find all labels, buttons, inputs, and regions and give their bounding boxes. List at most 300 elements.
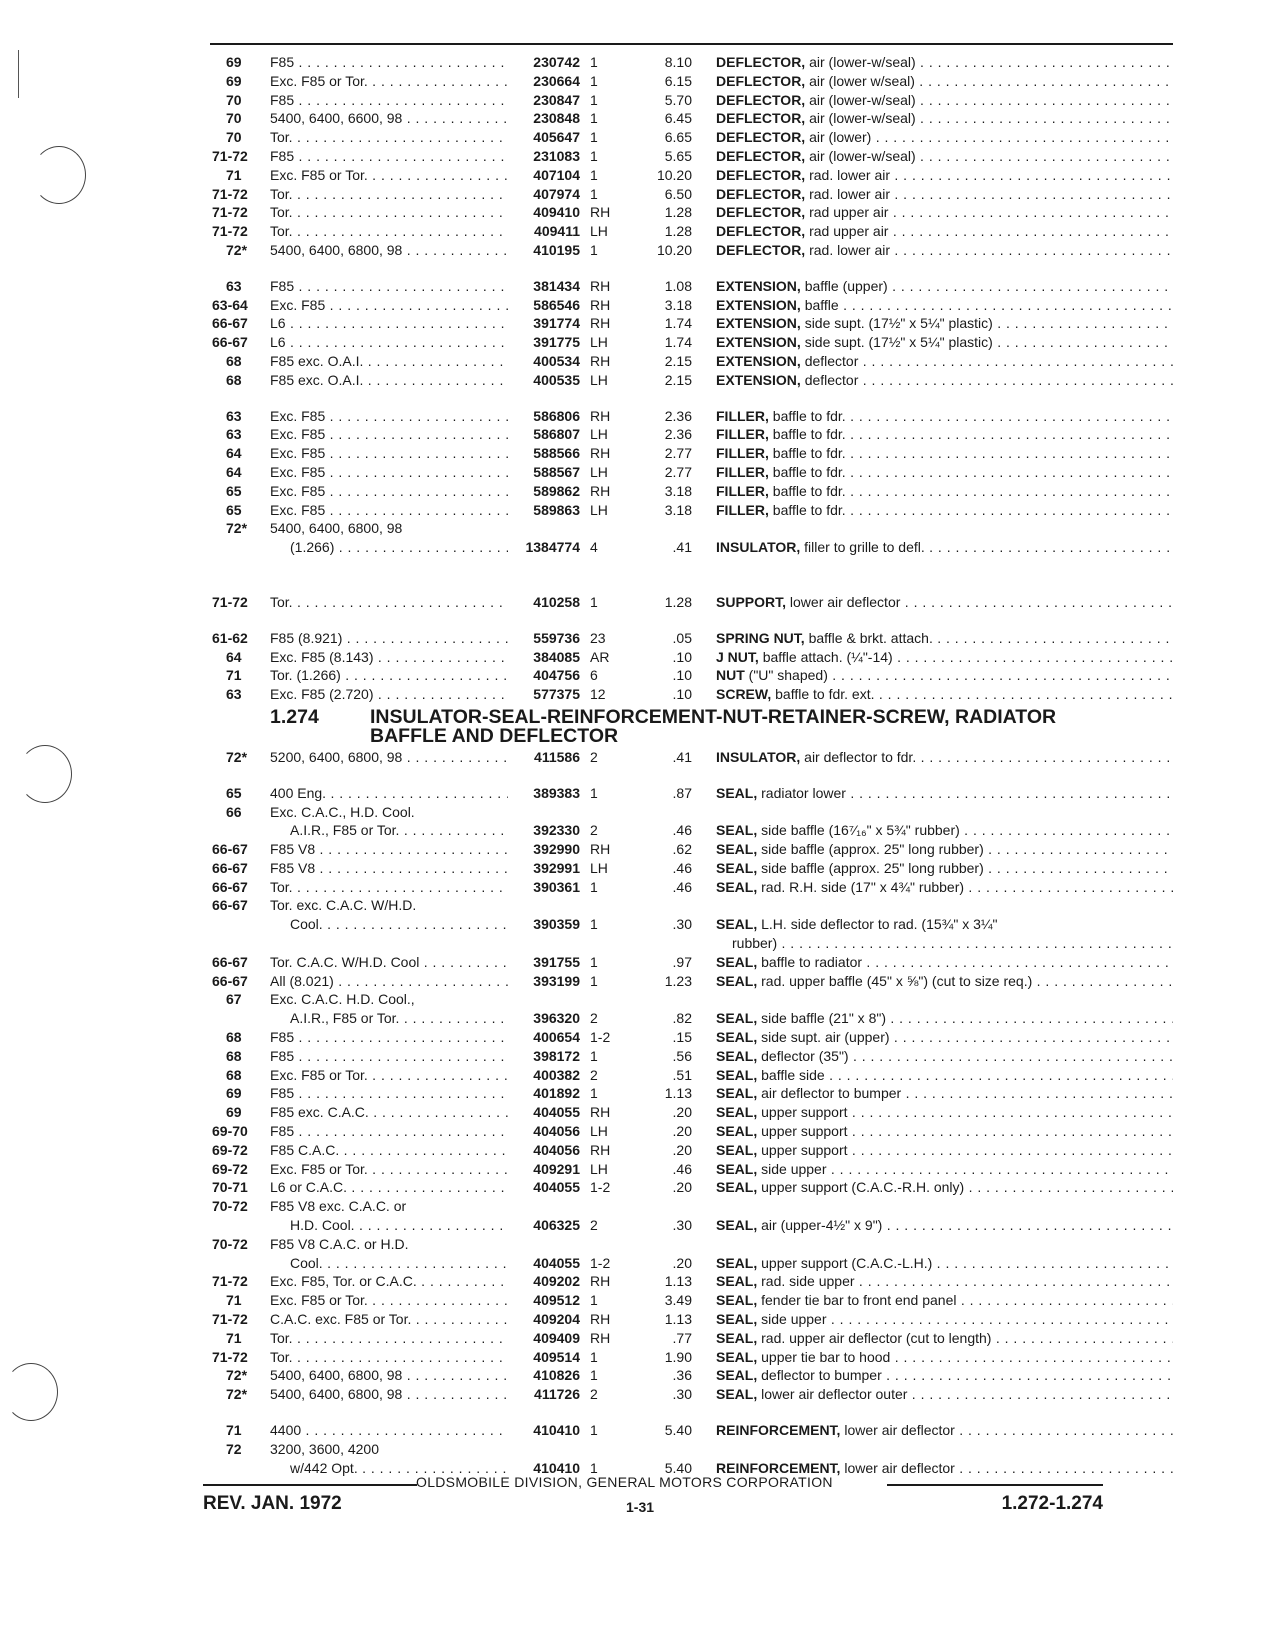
application-cell: Exc. F85 (8.143) . . .: [270, 648, 508, 667]
year-cell: 72*: [226, 520, 248, 537]
quantity: 1-2: [590, 1254, 611, 1271]
part-number: 396320: [533, 1010, 580, 1027]
application-cell: Exc. F85 . . .: [270, 482, 508, 501]
part-number: 230664: [533, 72, 580, 89]
description-cell: [692, 1141, 1173, 1160]
application-cell: L6 . . .: [270, 314, 508, 333]
quantity: RH: [590, 841, 611, 858]
part-name: SEAL,: [716, 1123, 758, 1140]
price: 1.13: [664, 1273, 692, 1290]
year-cell: 72: [226, 1440, 242, 1457]
description: baffle to fdr.: [772, 501, 846, 518]
description: lower air deflector: [789, 593, 901, 610]
price: .20: [672, 1104, 692, 1121]
application-cell: All (8.021) . . .: [270, 972, 508, 991]
price: .46: [672, 1160, 692, 1177]
description: upper tie bar to hood: [761, 1348, 891, 1365]
part-name: INSULATOR,: [716, 539, 801, 556]
application-cell: [270, 821, 508, 840]
part-number: 392990: [533, 841, 580, 858]
part-name: EXTENSION,: [716, 277, 801, 294]
price: 3.49: [664, 1292, 692, 1309]
quantity: RH: [590, 277, 611, 294]
quantity: LH: [590, 223, 608, 240]
year-cell: 71: [226, 667, 242, 684]
application-cell: Tor. C.A.C. W/H.D. Cool . . .: [270, 953, 508, 972]
price: .46: [672, 878, 692, 895]
application-continued: A.I.R., F85 or Tor.: [290, 822, 400, 839]
price: .87: [672, 784, 692, 801]
quantity: LH: [590, 859, 608, 876]
part-number: 404055: [533, 1254, 580, 1271]
part-number: 400382: [533, 1066, 580, 1083]
quantity: LH: [590, 371, 608, 388]
quantity: 23: [590, 629, 606, 646]
parts-row: [210, 1348, 1173, 1367]
part-name: FILLER,: [716, 426, 769, 443]
description: air deflector to fdr.: [804, 748, 917, 765]
footer-rule: [887, 1484, 1103, 1486]
part-name: SEAL,: [716, 1104, 758, 1121]
part-number: 405647: [533, 129, 580, 146]
year-cell: 70: [226, 91, 242, 108]
part-name: EXTENSION,: [716, 371, 801, 388]
quantity: 1: [590, 1047, 598, 1064]
application-cell: [270, 915, 508, 934]
part-name: SEAL,: [716, 784, 758, 801]
part-name: SEAL,: [716, 1141, 758, 1158]
part-number: 409202: [533, 1273, 580, 1290]
price: 3.18: [664, 501, 692, 518]
description: baffle attach. (¼"-14): [762, 648, 893, 665]
part-number: 407974: [533, 185, 580, 202]
description-cell: [692, 1047, 1173, 1066]
quantity: LH: [590, 1160, 608, 1177]
price: 1.08: [664, 277, 692, 294]
year-cell: 68: [226, 371, 242, 388]
part-number: 404055: [533, 1104, 580, 1121]
price: 1.13: [664, 1311, 692, 1328]
description: side baffle (21" x 8"): [761, 1010, 886, 1027]
year-cell: 68: [226, 1066, 242, 1083]
quantity: RH: [590, 1104, 611, 1121]
footer-rule: [203, 1484, 417, 1486]
part-number: 409514: [533, 1348, 580, 1365]
part-name: SEAL,: [716, 1386, 758, 1403]
year-cell: 71-72: [212, 223, 248, 240]
description-cell: [692, 1178, 1173, 1197]
quantity: 2: [590, 748, 598, 765]
quantity: RH: [590, 407, 611, 424]
application-continued: Cool.: [290, 916, 323, 933]
price: .30: [672, 1217, 692, 1234]
quantity: RH: [590, 1329, 611, 1346]
description-cell: [692, 1385, 1173, 1404]
parts-row: [210, 1329, 1173, 1348]
part-name: REINFORCEMENT,: [716, 1459, 841, 1476]
parts-row: [210, 1178, 1173, 1197]
part-number: 410410: [533, 1422, 580, 1438]
part-number: 410410: [533, 1459, 580, 1476]
price: 1.23: [664, 972, 692, 989]
part-number: 588567: [533, 463, 580, 480]
year-cell: 69-70: [212, 1123, 248, 1140]
description-cell: [692, 53, 1173, 72]
description: rad. R.H. side (17" x 4¾" rubber): [761, 878, 965, 895]
quantity: RH: [590, 445, 611, 462]
quantity: RH: [590, 482, 611, 499]
quantity: 1: [590, 147, 598, 164]
year-cell: 63: [226, 407, 242, 424]
year-cell: 64: [226, 445, 242, 462]
part-name: SEAL,: [716, 878, 758, 895]
year-cell: 61-62: [212, 629, 248, 646]
year-cell: 69: [226, 1085, 242, 1102]
year-cell: 69: [226, 1104, 242, 1121]
price: 6.50: [664, 185, 692, 202]
description: side upper: [761, 1311, 827, 1328]
part-name: SEAL,: [716, 1179, 758, 1196]
part-number: 401892: [533, 1085, 580, 1102]
quantity: 1: [590, 916, 598, 933]
part-number: 391775: [533, 334, 580, 351]
application-cell: Tor. . . .: [270, 222, 508, 241]
parts-row: [210, 352, 1173, 371]
quantity: RH: [590, 204, 611, 221]
price: 2.15: [664, 352, 692, 369]
description: deflector: [804, 352, 859, 369]
part-name: SCREW,: [716, 686, 772, 703]
part-number: 384085: [533, 648, 580, 665]
price: 1.74: [664, 334, 692, 351]
part-number: 410826: [533, 1367, 580, 1384]
description: air (lower-w/seal): [809, 147, 916, 164]
year-cell: 72*: [226, 1367, 248, 1384]
quantity: 1: [590, 241, 598, 258]
part-name: SEAL,: [716, 822, 758, 839]
year-cell: 70: [226, 110, 242, 127]
part-number: 409410: [533, 204, 580, 221]
year-cell: 69-72: [212, 1160, 248, 1177]
parts-row: [210, 425, 1173, 444]
quantity: 1: [590, 110, 598, 127]
part-name: DEFLECTOR,: [716, 91, 806, 108]
description: air deflector to bumper: [761, 1085, 902, 1102]
year-cell: 67: [226, 991, 242, 1008]
parts-row: [210, 593, 1173, 612]
year-cell: 71-72: [212, 1273, 248, 1290]
description: baffle to fdr. ext.: [775, 686, 875, 703]
parts-row: [210, 748, 1173, 767]
description: air (lower w/seal): [809, 72, 915, 89]
application-cell: Exc. F85 or Tor. . . .: [270, 166, 508, 185]
part-number: 400534: [533, 352, 580, 369]
description: ("U" shaped): [748, 667, 828, 684]
description: baffle to radiator: [761, 953, 863, 970]
price: 1.28: [664, 593, 692, 610]
price: 2.36: [664, 426, 692, 443]
description: rad. lower air: [809, 166, 891, 183]
quantity: RH: [590, 1273, 611, 1290]
description: rad. upper baffle (45" x ⅝") (cut to size req.): [761, 972, 1033, 989]
part-name: FILLER,: [716, 482, 769, 499]
description-cell: [692, 784, 1173, 803]
application-cell: F85 V8 exc. C.A.C. or: [270, 1198, 407, 1215]
part-number: 230742: [533, 54, 580, 70]
reinforcement-group: [210, 1421, 1173, 1477]
price: 1.74: [664, 315, 692, 332]
price: 6.65: [664, 129, 692, 146]
price: .77: [672, 1329, 692, 1346]
year-cell: 66: [226, 803, 242, 820]
description: side baffle (approx. 25" long rubber): [761, 859, 984, 876]
price: .10: [672, 648, 692, 665]
application-cell: F85 . . .: [270, 1122, 508, 1141]
application-cell: Tor. . . .: [270, 203, 508, 222]
application-cell: Tor. . . .: [270, 128, 508, 147]
application-cell: Exc. F85 or Tor. . . .: [270, 1066, 508, 1085]
part-number: 231083: [533, 147, 580, 164]
quantity: 2: [590, 1066, 598, 1083]
part-name: DEFLECTOR,: [716, 166, 806, 183]
description-cell: [692, 1291, 1173, 1310]
parts-row: [210, 371, 1173, 390]
application-cell: F85 . . .: [270, 53, 508, 72]
description: baffle to fdr.: [772, 482, 846, 499]
description-cell: [692, 666, 1173, 685]
quantity: RH: [590, 1311, 611, 1328]
quantity: 2: [590, 822, 598, 839]
parts-row: [210, 1160, 1173, 1179]
description: air (lower-w/seal): [809, 110, 916, 127]
application-cell: Exc. F85 . . .: [270, 444, 508, 463]
year-cell: 64: [226, 648, 242, 665]
part-name: SEAL,: [716, 1085, 758, 1102]
part-name: SPRING NUT,: [716, 629, 805, 646]
quantity: RH: [590, 315, 611, 332]
year-cell: 66-67: [212, 859, 248, 876]
application-cell: Exc. C.A.C. H.D. Cool.,: [270, 991, 415, 1008]
description: side upper: [761, 1160, 827, 1177]
price: 5.65: [664, 147, 692, 164]
price: 10.20: [656, 241, 692, 258]
year-cell: 63: [226, 277, 242, 294]
application-cell: Exc. C.A.C., H.D. Cool.: [270, 803, 415, 820]
part-name: DEFLECTOR,: [716, 147, 806, 164]
quantity: RH: [590, 1141, 611, 1158]
application-cell: Exc. F85 or Tor. . . .: [270, 1291, 508, 1310]
application-cell: [270, 1254, 508, 1273]
application-continued: w/442 Opt.: [290, 1459, 358, 1476]
application-cell: F85 exc. C.A.C. . . .: [270, 1103, 508, 1122]
description-cell: [692, 648, 1173, 667]
year-cell: 68: [226, 1047, 242, 1064]
binder-hole: [18, 745, 72, 803]
part-name: SEAL,: [716, 1160, 758, 1177]
price: 8.10: [664, 54, 692, 70]
part-number: 406325: [533, 1217, 580, 1234]
part-number: 404055: [533, 1179, 580, 1196]
description: upper support (C.A.C.-L.H.): [761, 1254, 933, 1271]
parts-row: [210, 1385, 1173, 1404]
part-number: 404056: [533, 1141, 580, 1158]
part-name: SEAL,: [716, 972, 758, 989]
application-cell: Tor. . . .: [270, 1348, 508, 1367]
parts-row: [210, 878, 1173, 897]
parts-row: [210, 840, 1173, 859]
description-cell: [692, 407, 1173, 426]
binder-hole: [4, 1363, 58, 1421]
year-cell: 66-67: [212, 334, 248, 351]
application-cell: F85 (8.921) . . .: [270, 629, 508, 648]
fastener-group: [210, 629, 1173, 704]
quantity: 1-2: [590, 1029, 611, 1046]
year-cell: 70-72: [212, 1235, 248, 1252]
year-cell: 63: [226, 426, 242, 443]
binder-hole: [32, 146, 86, 204]
description-cell: [692, 241, 1173, 260]
part-number: 400535: [533, 371, 580, 388]
parts-row-continued: [210, 934, 1173, 953]
parts-row: [210, 666, 1173, 685]
description-cell: [692, 1348, 1173, 1367]
price: .82: [672, 1010, 692, 1027]
description: baffle to fdr.: [772, 445, 846, 462]
description-cell: [692, 425, 1173, 444]
part-name: EXTENSION,: [716, 352, 801, 369]
application-continued: Cool.: [290, 1254, 323, 1271]
quantity: 1: [590, 91, 598, 108]
parts-row: [210, 784, 1173, 803]
price: 1.28: [664, 223, 692, 240]
description-cell: [692, 1009, 1173, 1028]
part-name: DEFLECTOR,: [716, 185, 806, 202]
parts-row: [210, 896, 1173, 915]
part-name: SEAL,: [716, 859, 758, 876]
description-cell: [692, 166, 1173, 185]
part-number: 559736: [533, 629, 580, 646]
part-number: 410195: [533, 241, 580, 258]
part-name: FILLER,: [716, 407, 769, 424]
footer-section-range: 1.272-1.274: [1001, 1493, 1103, 1514]
year-cell: 71-72: [212, 1348, 248, 1365]
description-cell: [692, 878, 1173, 897]
application-cell: Tor. exc. C.A.C. W/H.D.: [270, 897, 417, 914]
description-cell: [692, 72, 1173, 91]
parts-row: [210, 803, 1173, 822]
parts-row: [210, 166, 1173, 185]
year-cell: 72*: [226, 1386, 248, 1403]
application-cell: 5400, 6400, 6800, 98 . . .: [270, 1366, 508, 1385]
part-name: DEFLECTOR,: [716, 129, 806, 146]
description-cell: [692, 203, 1173, 222]
description: air (upper-4½" x 9"): [761, 1217, 883, 1234]
quantity: LH: [590, 463, 608, 480]
application-cell: F85 exc. O.A.I. . . .: [270, 371, 508, 390]
description: deflector to bumper: [761, 1367, 882, 1384]
parts-row: [210, 501, 1173, 520]
part-number: 407104: [533, 166, 580, 183]
part-name: SEAL,: [716, 1217, 758, 1234]
parts-row: [210, 407, 1173, 426]
description: side baffle (16⁷⁄₁₆" x 5¾" rubber): [761, 822, 960, 839]
part-name: FILLER,: [716, 463, 769, 480]
part-number: 409409: [533, 1329, 580, 1346]
description: lower air deflector: [844, 1459, 955, 1476]
parts-row: [210, 1028, 1173, 1047]
parts-row: [210, 1421, 1173, 1440]
parts-row: [210, 953, 1173, 972]
part-name: SEAL,: [716, 1292, 758, 1309]
footer-corporation: OLDSMOBILE DIVISION, GENERAL MOTORS CORPORATION: [416, 1474, 833, 1490]
parts-row: [210, 1122, 1173, 1141]
application-cell: 5400, 6400, 6800, 98 . . .: [270, 241, 508, 260]
quantity: 1: [590, 72, 598, 89]
quantity: 12: [590, 686, 606, 703]
parts-row: [210, 1103, 1173, 1122]
description: baffle to fdr.: [772, 407, 846, 424]
quantity: 1: [590, 1367, 598, 1384]
quantity: 1: [590, 784, 598, 801]
application-cell: Exc. F85 . . .: [270, 425, 508, 444]
part-number: 586806: [533, 407, 580, 424]
description-cell: [692, 1366, 1173, 1385]
section-title: INSULATOR-SEAL-REINFORCEMENT-NUT-RETAINER-SCREW, RADIATOR BAFFLE AND DEFLECTOR: [370, 705, 1057, 747]
price: .46: [672, 822, 692, 839]
year-cell: 66-67: [212, 878, 248, 895]
filler-group: [210, 407, 1173, 520]
parts-row: [210, 241, 1173, 260]
footer-revision: REV. JAN. 1972: [203, 1493, 342, 1514]
application-cell: 5400, 6400, 6600, 98 . . .: [270, 109, 508, 128]
parts-row: [210, 1235, 1173, 1254]
application-cell: (1.266): [290, 539, 335, 556]
part-number: 392991: [533, 859, 580, 876]
description: lower air deflector: [844, 1422, 955, 1438]
description-cell: [692, 185, 1173, 204]
parts-row: [210, 685, 1173, 704]
description: side supt. air (upper): [761, 1029, 890, 1046]
application-cell: F85 exc. O.A.I. . . .: [270, 352, 508, 371]
part-number: 404056: [533, 1123, 580, 1140]
description-cell: [692, 953, 1173, 972]
parts-row: [210, 333, 1173, 352]
part-name: FILLER,: [716, 445, 769, 462]
year-cell: 69-72: [212, 1141, 248, 1158]
parts-row: [210, 296, 1173, 315]
part-number: 390359: [533, 916, 580, 933]
description-cell: [692, 1329, 1173, 1348]
parts-row: [210, 972, 1173, 991]
deflector-group: [210, 53, 1173, 260]
part-name: SEAL,: [716, 953, 758, 970]
part-number: 381434: [533, 277, 580, 294]
description: upper support (C.A.C.-R.H. only): [761, 1179, 965, 1196]
year-cell: 69: [226, 54, 242, 70]
part-name: NUT: [716, 667, 745, 684]
application-cell: Exc. F85 . . .: [270, 463, 508, 482]
description: rad. upper air deflector (cut to length): [761, 1329, 992, 1346]
application-cell: 4400 . . .: [270, 1421, 508, 1440]
parts-row-continued: [210, 1254, 1173, 1273]
price: .56: [672, 1047, 692, 1064]
description: rad. side upper: [761, 1273, 855, 1290]
description-cell: [692, 1084, 1173, 1103]
price: .10: [672, 686, 692, 703]
price: 1.28: [664, 204, 692, 221]
parts-row: [210, 1366, 1173, 1385]
price: .41: [672, 539, 692, 556]
